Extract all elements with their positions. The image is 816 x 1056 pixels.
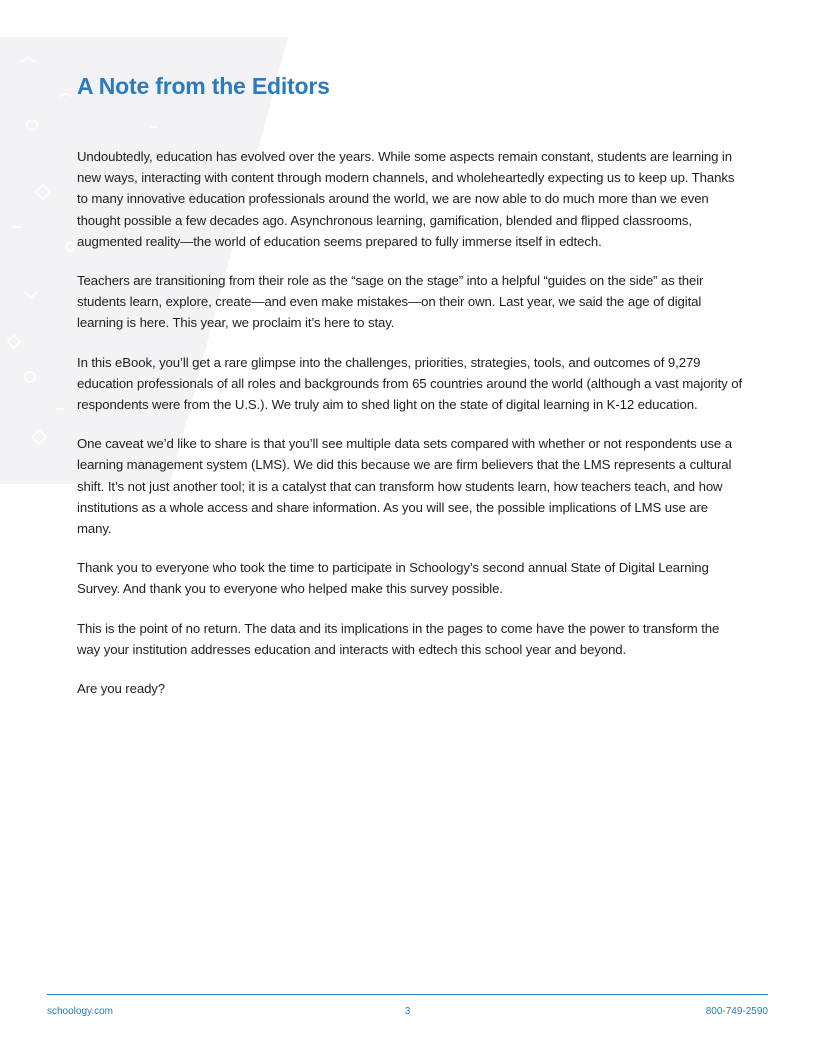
paragraph: This is the point of no return. The data and its implications in the pages to come have the power to transform the way your institution addresses education and interacts with edtech this school year and beyond.: [77, 620, 720, 657]
paragraph: Thank you to everyone who took the time to participate in Schoology’s second annual State of Digital Learning Survey. And thank you to everyone who helped make this survey possible.: [77, 560, 709, 597]
page-title: A Note from the Editors: [77, 73, 330, 99]
paragraph: One caveat we’d like to share is that you’ll see multiple data sets compared with whether or not respondents use a learning management system (LMS). We did this because we are firm believers that the LMS represents a cultural shift. It’s not just another tool; it is a catalyst that can transform how students learn, how teachers teach, and how institutions as a whole access and share information. As you will see, the possible implications of LMS use are many.: [77, 436, 732, 537]
paragraph: In this eBook, you’ll get a rare glimpse into the challenges, priorities, strategies, tools, and outcomes of 9,279 education professionals of all roles and backgrounds from 65 countries around the world (although a vast majority of respondents were from the U.S.). We truly aim to shed light on the state of digital learning in K-12 education.: [77, 354, 743, 413]
footer-website-link[interactable]: schoology.com: [47, 1006, 113, 1017]
footer-phone-number[interactable]: 800-749-2590: [705, 1006, 768, 1017]
paragraph: Undoubtedly, education has evolved over the years. While some aspects remain constant, students are learning in new ways, interacting with content through modern channels, and wholeheartedly expecting us to keep up. Thanks to many innovative education professionals around the world, we are now able to do much more than we even thought possible a few decades ago. Asynchronous learning, gamification, blended and flipped classrooms, augmented reality—the world of education seems prepared to fully immerse itself in edtech.: [77, 149, 735, 249]
footer-page-number: 3: [404, 1006, 411, 1017]
paragraph: Teachers are transitioning from their role as the “sage on the stage” into a helpful “guides on the side” as their students learn, explore, create—and even make mistakes—on their own. Last year, we said the age of digital learning is here. This year, we proclaim it’s here to stay.: [77, 273, 704, 331]
editors-note-body: [77, 146, 745, 717]
footer-divider: [47, 994, 768, 995]
paragraph: Are you ready?: [77, 681, 166, 697]
